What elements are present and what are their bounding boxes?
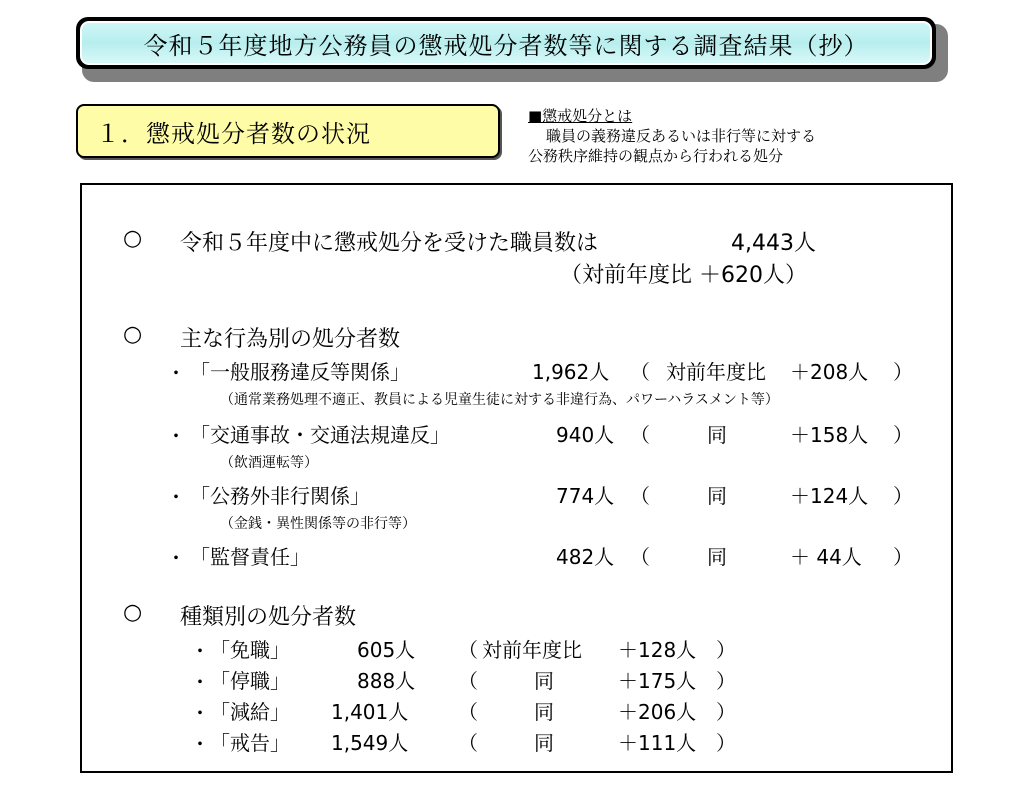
open-paren: （ (630, 423, 650, 447)
type-label: 「減給」 (210, 700, 290, 724)
type-count: 605人 (357, 638, 416, 662)
act-diff: ＋ 44人 (790, 545, 862, 569)
bullet: ・ (190, 732, 210, 756)
bullet: ・ (190, 670, 210, 694)
comparison-label: 同 (707, 545, 727, 569)
definition-line-2: 公務秩序維持の観点から行われる処分 (528, 147, 784, 165)
definition-heading: ■懲戒処分とは (528, 107, 633, 125)
bullet: ・ (190, 639, 210, 663)
by-act-heading: 主な行為別の処分者数 (180, 327, 401, 352)
summary-text: 令和５年度中に懲戒処分を受けた職員数は (180, 231, 599, 256)
bullet: ・ (166, 485, 186, 509)
type-label: 「免職」 (210, 638, 290, 662)
act-count: 1,962人 (532, 360, 610, 384)
close-paren: ） (893, 423, 913, 447)
summary-comparison: （対前年度比 ＋620人） (560, 263, 807, 288)
act-note: （金銭・異性関係等の非行等） (220, 516, 416, 532)
comparison-label: 同 (534, 669, 554, 693)
act-label: 「公務外非行関係」 (190, 484, 370, 508)
close-paren: ） (893, 484, 913, 508)
type-count: 1,401人 (331, 700, 409, 724)
act-count: 482人 (556, 545, 615, 569)
open-paren: （ (458, 638, 478, 662)
open-paren: （ (458, 731, 478, 755)
comparison-label: 対前年度比 (666, 360, 766, 384)
summary-total: 4,443人 (731, 231, 816, 256)
close-paren: ） (716, 731, 736, 755)
section-heading: １．懲戒処分者数の状況 (76, 104, 500, 158)
close-paren: ） (716, 638, 736, 662)
close-paren: ） (893, 360, 913, 384)
definition-note (528, 106, 948, 166)
bullet: ・ (166, 361, 186, 385)
type-diff: ＋128人 (618, 638, 697, 662)
act-count: 774人 (556, 484, 615, 508)
act-note: （飲酒運転等） (220, 455, 318, 471)
type-diff: ＋111人 (618, 731, 697, 755)
type-diff: ＋206人 (618, 700, 697, 724)
act-label: 「監督責任」 (190, 545, 310, 569)
bullet: ・ (166, 424, 186, 448)
type-label: 「停職」 (210, 669, 290, 693)
comparison-label: 同 (707, 423, 727, 447)
act-diff: ＋208人 (790, 360, 869, 384)
title-banner (76, 17, 936, 69)
circle-mark: ○ (123, 322, 143, 347)
comparison-label: 同 (534, 731, 554, 755)
act-diff: ＋124人 (790, 484, 869, 508)
bullet: ・ (190, 701, 210, 725)
comparison-label: 同 (707, 484, 727, 508)
by-type-heading: 種類別の処分者数 (180, 605, 357, 630)
act-label: 「一般服務違反等関係」 (190, 360, 410, 384)
act-diff: ＋158人 (790, 423, 869, 447)
close-paren: ） (716, 700, 736, 724)
open-paren: （ (458, 669, 478, 693)
open-paren: （ (630, 484, 650, 508)
open-paren: （ (630, 360, 650, 384)
circle-mark: ○ (123, 226, 143, 251)
type-count: 888人 (357, 669, 416, 693)
act-count: 940人 (556, 423, 615, 447)
comparison-label: 同 (534, 700, 554, 724)
open-paren: （ (458, 700, 478, 724)
type-count: 1,549人 (331, 731, 409, 755)
type-diff: ＋175人 (618, 669, 697, 693)
act-note: （通常業務処理不適正、教員による児童生徒に対する非違行為、パワーハラスメント等） (220, 392, 779, 408)
act-label: 「交通事故・交通法規違反」 (190, 423, 450, 447)
open-paren: （ (630, 545, 650, 569)
close-paren: ） (893, 545, 913, 569)
bullet: ・ (166, 546, 186, 570)
comparison-label: 対前年度比 (482, 638, 582, 662)
page-title: 令和５年度地方公務員の懲戒処分者数等に関する調査結果（抄） (80, 21, 932, 65)
definition-line-1: 職員の義務違反あるいは非行等に対する (546, 127, 817, 145)
close-paren: ） (716, 669, 736, 693)
type-label: 「戒告」 (210, 731, 290, 755)
circle-mark: ○ (123, 600, 143, 625)
